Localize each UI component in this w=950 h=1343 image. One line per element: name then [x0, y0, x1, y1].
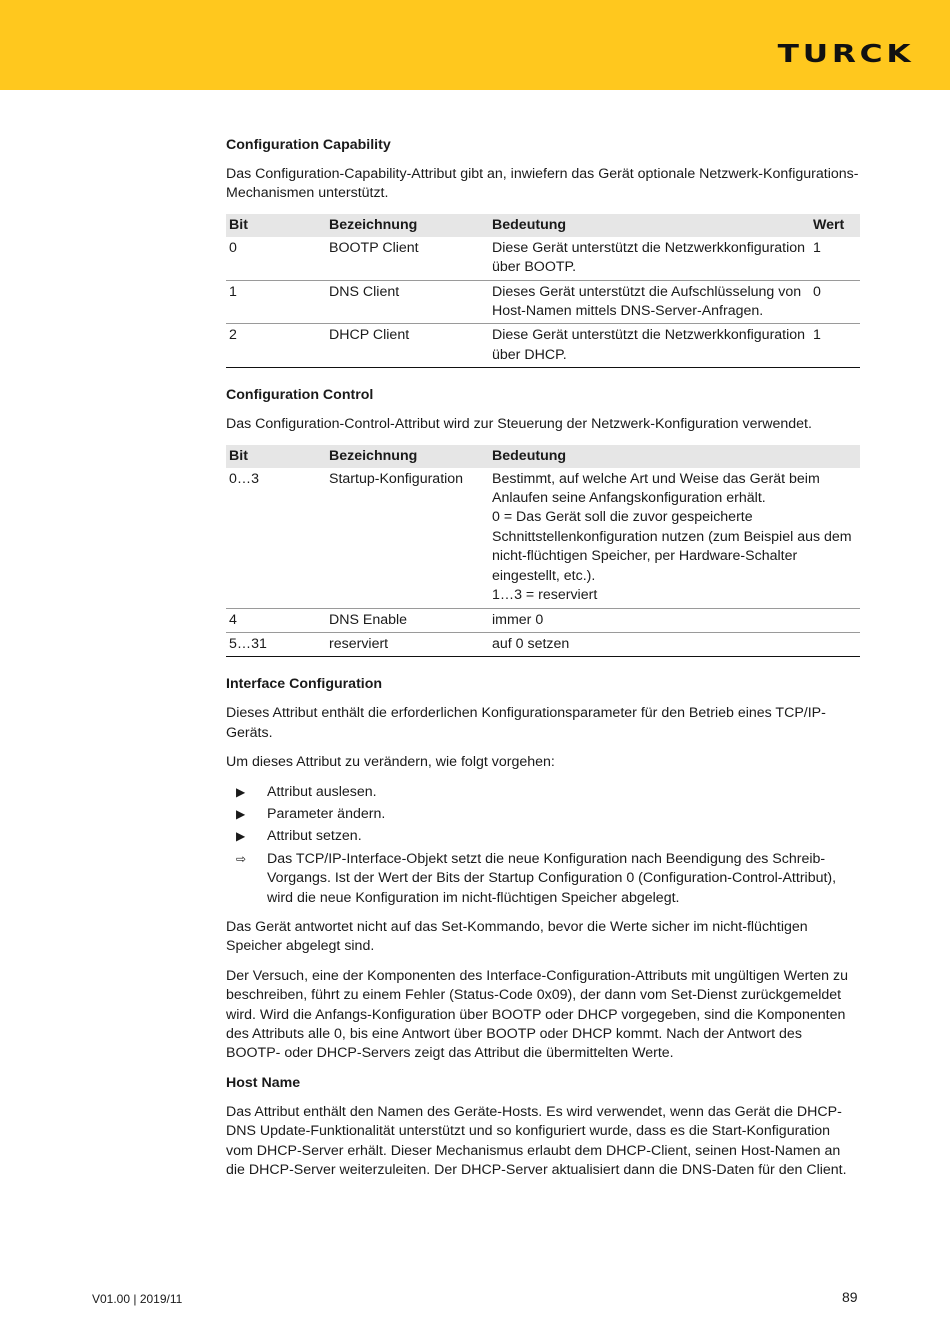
column-header: Bedeutung: [489, 445, 860, 468]
column-header: Bit: [226, 214, 326, 237]
paragraph: Das Configuration-Capability-Attribut gibt an, inwiefern das Gerät optionale Netzwerk-Konfigurations-Mechanismen unterstützt.: [226, 166, 859, 202]
column-header: Bit: [226, 445, 326, 468]
control-table: [226, 445, 860, 658]
table-cell: 1: [226, 280, 326, 324]
table-cell: 1: [810, 324, 860, 368]
step-text: Parameter ändern.: [267, 805, 386, 822]
section-heading-interface-configuration: Interface Configuration: [226, 676, 383, 693]
list-item: [226, 805, 860, 824]
result-text: Das TCP/IP-Interface-Objekt setzt die neue Konfiguration nach Beendigung des Schreib-Vorgangs. Ist der Wert der Bits der Startup Configuration 0 (Configuration-Control-Attribut), wird die neue Konfiguration im nicht-flüchtigen Speicher abgelegt.: [267, 850, 837, 906]
table-cell: Diese Gerät unterstützt die Netzwerkkonfiguration über DHCP.: [489, 324, 810, 368]
table-cell: [489, 468, 860, 608]
page-number: 89: [842, 1289, 858, 1305]
table-row: [226, 468, 860, 608]
list-item: [226, 850, 860, 908]
triangle-right-icon: ▶: [236, 829, 246, 844]
triangle-right-icon: ▶: [236, 784, 246, 799]
table-cell: Startup-Konfiguration: [326, 468, 489, 608]
table-row: [226, 608, 860, 632]
cell-line: 0 = Das Gerät soll die zuvor gespeicherte Schnittstellenkonfiguration nutzen (zum Beispiel aus dem nicht-flüchtigen Speicher, per Hardware-Schalter eingestellt, etc.).: [492, 509, 852, 584]
step-text: Attribut setzen.: [267, 828, 362, 845]
table-cell: 1: [810, 237, 860, 280]
table-cell: 0…3: [226, 468, 326, 608]
section-heading-configuration-control: Configuration Control: [226, 387, 374, 404]
table-row: [226, 632, 860, 656]
step-list: [226, 783, 860, 908]
paragraph: Das Attribut enthält den Namen des Geräte-Hosts. Es wird verwendet, wenn das Gerät die DHCP-DNS Update-Funktionalität unterstützt und so konfiguriert wurde, dass es die Start-Konfiguration vom DHCP-Server erhält. Dieser Mechanismus erlaubt dem DHCP-Client, seinen Host-Namen an die DHCP-Server weiterzuleiten. Der DHCP-Server aktualisiert dann die DNS-Daten für den Client.: [226, 1103, 847, 1179]
column-header: Bedeutung: [489, 214, 810, 237]
header-band: [0, 0, 950, 90]
turck-logo: TURCK: [777, 39, 914, 68]
table-row: [226, 237, 860, 280]
list-item: [226, 827, 860, 846]
table-cell: Diese Gerät unterstützt die Netzwerkkonfiguration über BOOTP.: [489, 237, 810, 280]
table-cell: immer 0: [489, 608, 860, 632]
cell-line: 1…3 = reserviert: [492, 587, 598, 604]
table-cell: 0: [226, 237, 326, 280]
paragraph: Dieses Attribut enthält die erforderlichen Konfigurationsparameter für den Betrieb eines TCP/IP-Geräts.: [226, 705, 826, 741]
paragraph: Das Configuration-Control-Attribut wird zur Steuerung der Netzwerk-Konfiguration verwendet.: [226, 416, 812, 433]
table-cell: 2: [226, 324, 326, 368]
table-cell: 5…31: [226, 632, 326, 656]
table-cell: DNS Client: [326, 280, 489, 324]
list-item: [226, 783, 860, 802]
table-row: [226, 324, 860, 368]
table-header-row: [226, 445, 860, 468]
table-cell: DHCP Client: [326, 324, 489, 368]
table-cell: reserviert: [326, 632, 489, 656]
page-content: [226, 136, 860, 1190]
paragraph: Das Gerät antwortet nicht auf das Set-Kommando, bevor die Werte sicher im nicht-flüchtigen Speicher abgelegt sind.: [226, 918, 808, 955]
table-cell: Dieses Gerät unterstützt die Aufschlüsselung von Host-Namen mittels DNS-Server-Anfragen.: [489, 280, 810, 324]
section-heading-configuration-capability: Configuration Capability: [226, 137, 391, 153]
step-text: Attribut auslesen.: [267, 783, 377, 800]
column-header: Bezeichnung: [326, 214, 489, 237]
table-cell: auf 0 setzen: [489, 632, 860, 656]
result-arrow-icon: ⇨: [236, 851, 247, 866]
table-cell: BOOTP Client: [326, 237, 489, 280]
table-row: [226, 280, 860, 324]
column-header: Wert: [810, 214, 860, 237]
table-header-row: [226, 214, 860, 237]
table-cell: 4: [226, 608, 326, 632]
section-heading-host-name: Host Name: [226, 1074, 301, 1091]
triangle-right-icon: ▶: [236, 806, 246, 821]
paragraph: Der Versuch, eine der Komponenten des Interface-Configuration-Attributs mit ungültigen Werten zu beschreiben, führt zu einem Fehler (Status-Code 0x09), der dann vom Set-Dienst zurückgemeldet wird. Wird die Anfangs-Konfiguration über BOOTP oder DHCP vorgegeben, sind die Komponenten des Attributs alle 0, bis eine Antwort über BOOTP oder DHCP kommt. Nach der Antwort des BOOTP- oder DHCP-Servers zeigt das Attribut die übermittelten Werte.: [226, 967, 848, 1062]
table-cell: 0: [810, 280, 860, 324]
column-header: Bezeichnung: [326, 445, 489, 468]
cell-line: Bestimmt, auf welche Art und Weise das Gerät beim Anlaufen seine Anfangskonfiguration erhält.: [492, 470, 820, 507]
footer-version: V01.00 | 2019/11: [92, 1292, 183, 1306]
capability-table: [226, 214, 860, 368]
table-cell: DNS Enable: [326, 608, 489, 632]
paragraph: Um dieses Attribut zu verändern, wie folgt vorgehen:: [226, 754, 555, 771]
